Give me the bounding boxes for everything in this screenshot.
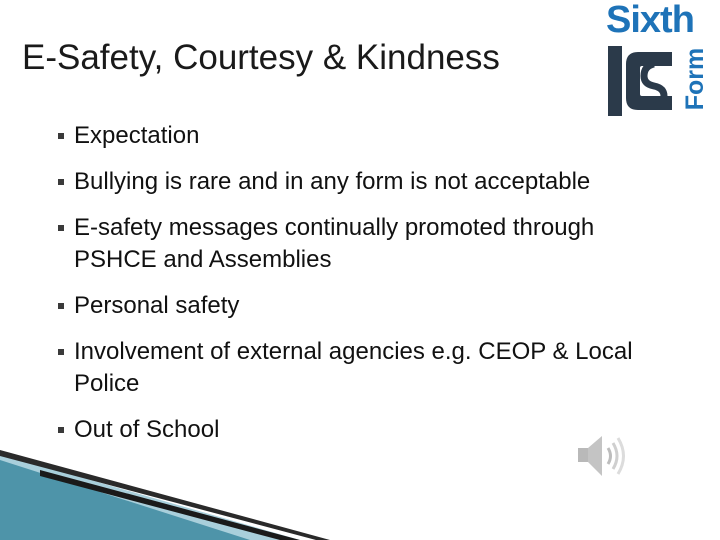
logo-mark-icon	[608, 46, 678, 116]
list-item	[58, 166, 678, 198]
speaker-icon[interactable]	[572, 432, 626, 480]
logo-form-text: Form	[681, 47, 709, 111]
slide-title: E-Safety, Courtesy & Kindness	[22, 38, 500, 77]
bullet-text: E-safety messages continually promoted through PSHCE and Assemblies	[74, 214, 595, 273]
logo-sixth-text: Sixth	[606, 0, 694, 41]
list-item	[58, 290, 678, 322]
bullet-text: Personal safety	[74, 292, 240, 319]
square-bullet-icon	[58, 349, 64, 355]
bullet-text: Bullying is rare and in any form is not acceptable	[74, 168, 591, 195]
sixth-form-logo	[604, 0, 712, 116]
list-item	[58, 120, 678, 152]
list-item	[58, 212, 678, 276]
square-bullet-icon	[58, 303, 64, 309]
square-bullet-icon	[58, 225, 64, 231]
square-bullet-icon	[58, 427, 64, 433]
logo-form-box	[682, 44, 708, 114]
bullet-text: Involvement of external agencies e.g. CEOP & Local Police	[74, 338, 633, 397]
square-bullet-icon	[58, 179, 64, 185]
square-bullet-icon	[58, 133, 64, 139]
bullet-list	[58, 120, 678, 460]
bullet-text: Expectation	[74, 122, 200, 149]
list-item	[58, 336, 678, 400]
bullet-text: Out of School	[74, 416, 220, 443]
